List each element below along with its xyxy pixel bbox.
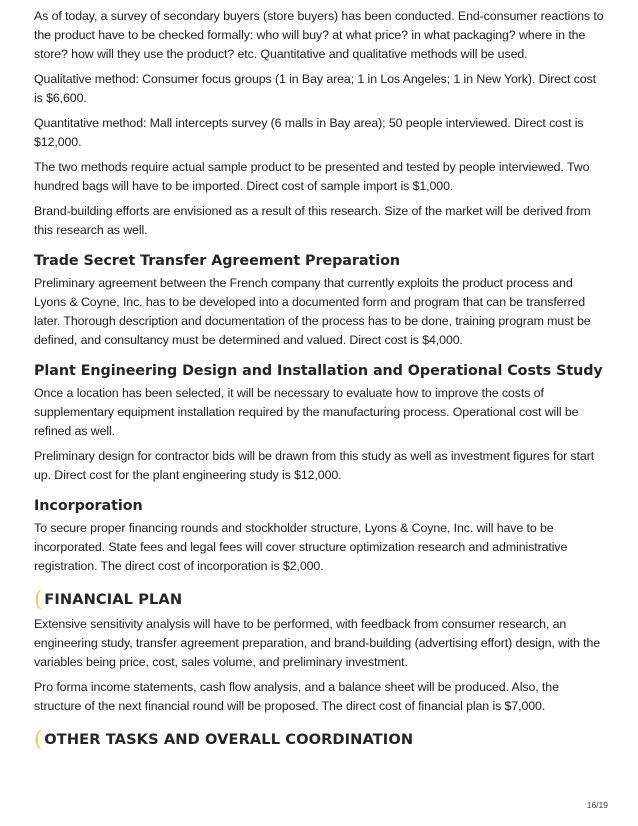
document-page <box>34 7 608 755</box>
qualitative-label: Qualitative method: <box>34 72 139 86</box>
incorporation-paragraph: To secure proper financing rounds and stockholder structure, Lyons & Coyne, Inc. will have to be incorporated. State fees and legal fees will cover structure optimization research and administrative registration. The direct cost of incorporation is $2,000. <box>34 521 568 573</box>
qualitative-paragraph <box>34 70 608 108</box>
trade-secret-heading: Trade Secret Transfer Agreement Preparation <box>34 253 401 269</box>
intro-paragraph: As of today, a survey of secondary buyers (store buyers) has been conducted. End-consumer reactions to the product have to be checked formally: who will buy? at what price? in what packaging? where in the store? how will they use the product? etc. Quantitative and qualitative methods will be used. <box>34 9 604 61</box>
financial-plan-heading <box>34 588 608 612</box>
financial-paragraph-1: Extensive sensitivity analysis will have to be performed, with feedback from consumer research, an engineering study, transfer agreement preparation, and brand-building (advertising effort) design, with the variables being price, cost, sales volume, and preliminary investment. <box>34 617 601 669</box>
brand-paragraph: Brand-building efforts are envisioned as a result of this research. Size of the market will be derived from this research as well. <box>34 204 591 237</box>
plant-engineering-heading: Plant Engineering Design and Installation and Operational Costs Study <box>34 363 603 379</box>
plant-engineering-paragraph-2: Preliminary design for contractor bids will be drawn from this study as well as investment figures for start up. Direct cost for the plant engineering study is $12,000. <box>34 449 595 482</box>
incorporation-heading: Incorporation <box>34 498 143 514</box>
financial-plan-title: FINANCIAL PLAN <box>44 591 183 608</box>
other-tasks-heading <box>34 728 608 752</box>
quantitative-paragraph <box>34 114 608 152</box>
financial-paragraph-2: Pro forma income statements, cash flow analysis, and a balance sheet will be produced. Also, the structure of the next financial round will be proposed. The direct cost of financial plan is $7,000. <box>34 680 559 713</box>
bracket-icon: ( <box>34 587 43 611</box>
other-tasks-title: OTHER TASKS AND OVERALL COORDINATION <box>44 731 414 748</box>
plant-engineering-paragraph-1: Once a location has been selected, it will be necessary to evaluate how to improve the costs of supplementary equipment installation required by the manufacturing process. Operational cost will be refined as well. <box>34 386 579 438</box>
bracket-icon: ( <box>34 727 43 751</box>
quantitative-text: Mall intercepts survey (6 malls in Bay area); 50 people interviewed. Direct cost is $12,000. <box>34 116 584 149</box>
qualitative-text: Consumer focus groups (1 in Bay area; 1 in Los Angeles; 1 in New York). Direct cost is $6,600. <box>34 72 597 105</box>
page-number: 16/19 <box>586 800 608 810</box>
trade-secret-paragraph: Preliminary agreement between the French company that currently exploits the product process and Lyons & Coyne, Inc. has to be developed into a documented form and program that can be transferred later. Thorough description and documentation of the process has to be done, training program must be defined, and consultancy must be determined and valued. Direct cost is $4,000. <box>34 276 591 347</box>
sample-paragraph: The two methods require actual sample product to be presented and tested by people interviewed. Two hundred bags will have to be imported. Direct cost of sample import is $1,000. <box>34 160 590 193</box>
quantitative-label: Quantitative method: <box>34 116 147 130</box>
